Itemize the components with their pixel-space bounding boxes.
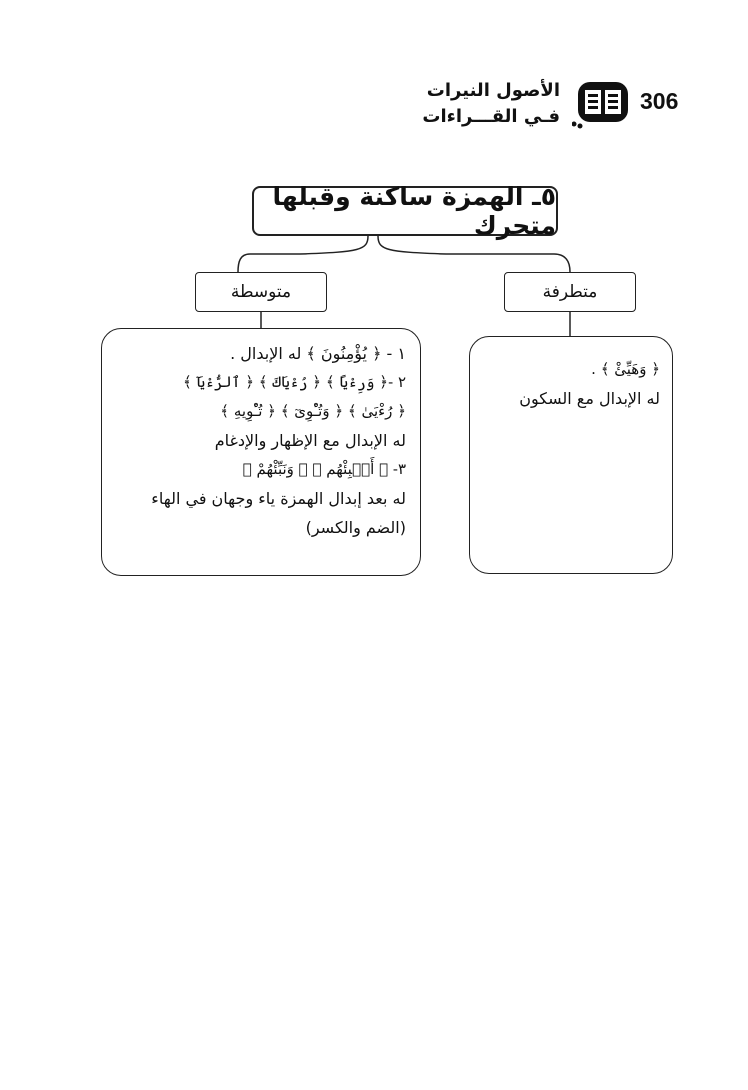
final-branch-panel — [469, 336, 673, 574]
middle-line-5: ٣- ﴿ أَنۢبِئْهُم ﴾ ﴿ وَنَبِّئْهُمْ ﴾ — [242, 460, 406, 478]
middle-line-3: ﴿ رُءْيَىٰ ﴾ ﴿ وَتُـْٔوِىٓ ﴾ ﴿ تُـْٔوِيهِ ﴾ — [220, 402, 406, 420]
final-line-1: ﴿ وَهَيِّئْ ﴾ . — [591, 360, 660, 378]
final-line-2: له الإبدال مع السكون — [519, 389, 660, 408]
middle-branch-panel — [101, 328, 421, 576]
branch-label-middle: متوسطة — [195, 272, 327, 312]
chart-title: ٥ـ الهمزة ساكنة وقبلها متحرك — [252, 186, 558, 236]
middle-line-7: (الضم والكسر) — [305, 518, 406, 537]
middle-line-4: له الإبدال مع الإظهار والإدغام — [214, 431, 406, 450]
book-title-line1: الأصول النيرات — [426, 80, 560, 101]
page-number: 306 — [640, 88, 679, 114]
middle-line-2: ٢ -﴿ وَرِءْيًا ﴾ ﴿ رُءْيَاكَ ﴾ ﴿ ٱلرُّءْيَآ ﴾ — [182, 373, 406, 391]
middle-line-1: ١ - ﴿ يُؤْمِنُونَ ﴾ له الإبدال . — [230, 344, 406, 363]
middle-line-6: له بعد إبدال الهمزة ياء وجهان في الهاء — [151, 489, 406, 508]
book-title-line2: فـي القـــراءات — [422, 106, 560, 127]
branch-label-final: متطرفة — [504, 272, 636, 312]
